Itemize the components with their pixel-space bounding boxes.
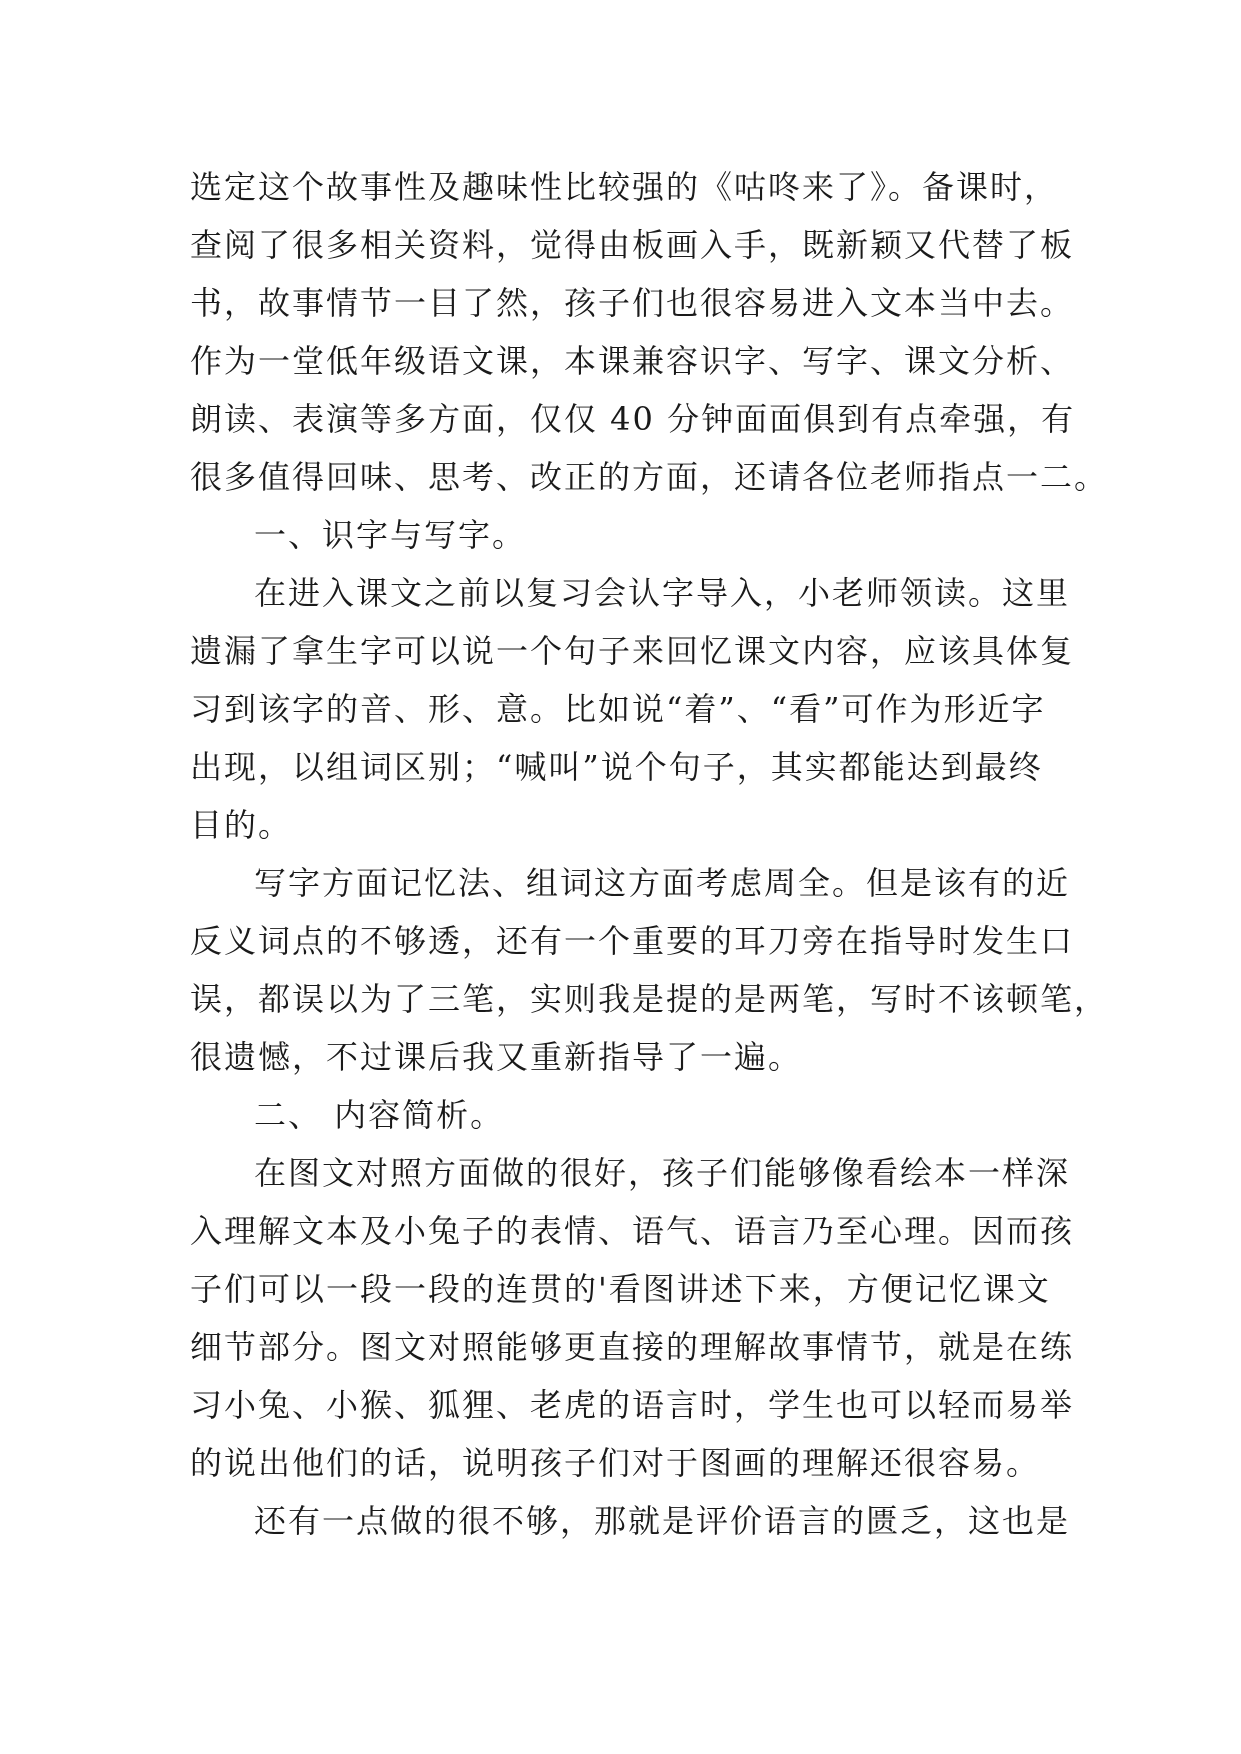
text-line: 在进入课文之前以复习会认字导入，小老师领读。这里 (254, 574, 1071, 612)
text-line: 的说出他们的话，说明孩子们对于图画的理解还很容易。 (190, 1444, 1041, 1482)
text-line: 反义词点的不够透，还有一个重要的耳刀旁在指导时发生口 (190, 922, 1075, 960)
text-line: 写字方面记忆法、组词这方面考虑周全。但是该有的近 (254, 864, 1071, 902)
text-line: 很多值得回味、思考、改正的方面，还请各位老师指点一二。 (190, 458, 1109, 496)
text-line: 选定这个故事性及趣味性比较强的《咕咚来了》。备课时， (190, 168, 1059, 206)
text-line: 在图文对照方面做的很好，孩子们能够像看绘本一样深 (254, 1154, 1071, 1192)
text-line: 很遗憾，不过课后我又重新指导了一遍。 (190, 1038, 803, 1076)
section-heading-1: 一、识字与写字。 (254, 516, 527, 554)
text-line: 子们可以一段一段的连贯的'看图讲述下来，方便记忆课文 (190, 1270, 1051, 1308)
text-line: 习到该字的音、形、意。比如说“着”、“看”可作为形近字 (190, 690, 1046, 728)
body-text (190, 158, 1109, 1550)
text-line: 习小兔、小猴、狐狸、老虎的语言时，学生也可以轻而易举 (190, 1386, 1075, 1424)
section-heading-2: 二、 内容简析。 (254, 1096, 505, 1134)
text-line: 查阅了很多相关资料，觉得由板画入手，既新颖又代替了板 (190, 226, 1075, 264)
text-line: 误，都误以为了三笔，实则我是提的是两笔，写时不该顿笔， (190, 980, 1109, 1018)
text-line: 作为一堂低年级语文课，本课兼容识字、写字、课文分析、 (190, 342, 1075, 380)
text-line: 还有一点做的很不够，那就是评价语言的匮乏，这也是 (254, 1502, 1071, 1540)
text-line: 出现，以组词区别；“喊叫”说个句子，其实都能达到最终 (190, 748, 1043, 786)
text-line: 遗漏了拿生字可以说一个句子来回忆课文内容，应该具体复 (190, 632, 1075, 670)
text-line: 朗读、表演等多方面，仅仅 40 分钟面面俱到有点牵强，有 (190, 400, 1076, 438)
text-line: 目的。 (190, 806, 293, 844)
text-line: 入理解文本及小兔子的表情、语气、语言乃至心理。因而孩 (190, 1212, 1075, 1250)
text-line: 细节部分。图文对照能够更直接的理解故事情节，就是在练 (190, 1328, 1075, 1366)
text-line: 书，故事情节一目了然，孩子们也很容易进入文本当中去。 (190, 284, 1075, 322)
